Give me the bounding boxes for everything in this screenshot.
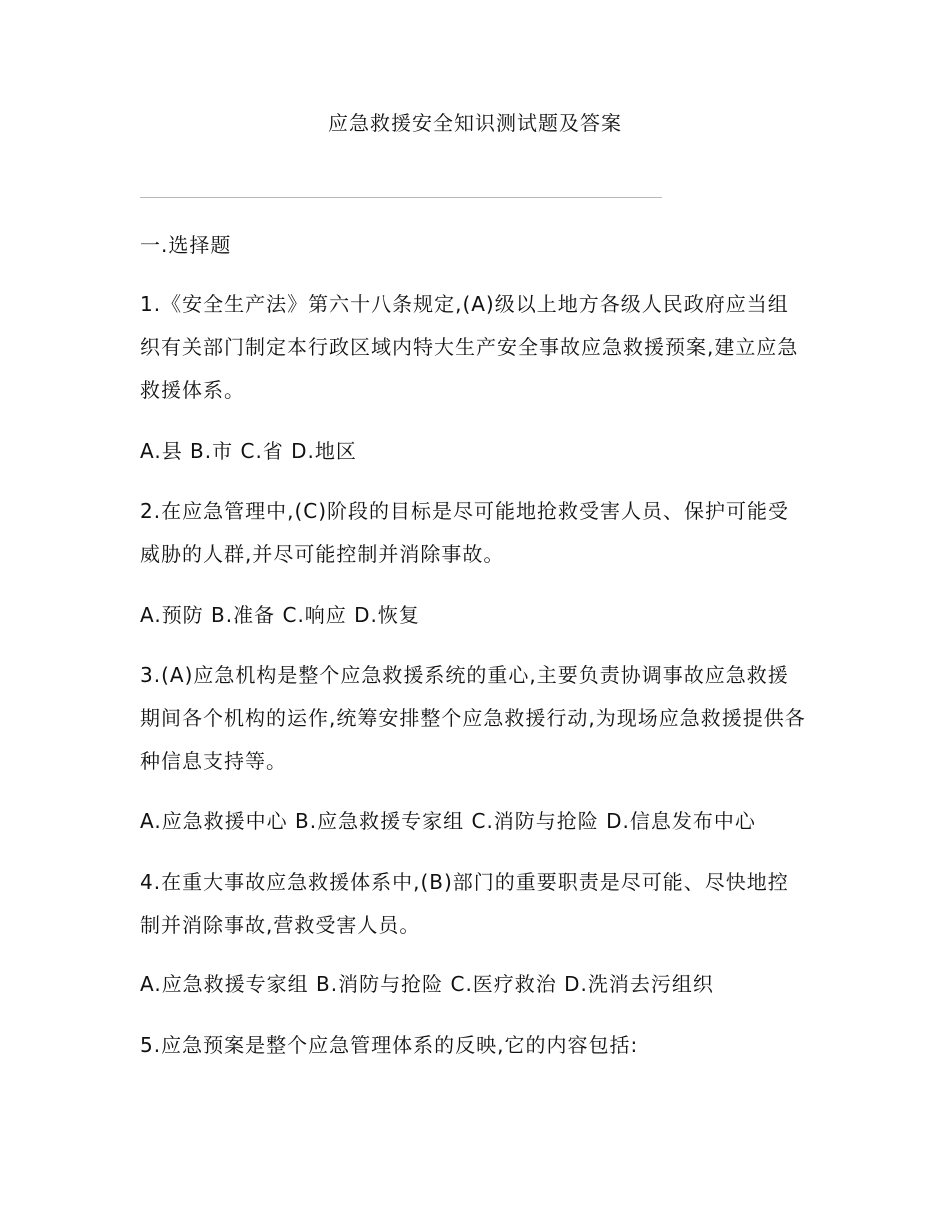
question-1-options: A.县 B.市 C.省 D.地区 xyxy=(140,439,357,463)
question-3: 3.(A)应急机构是整个应急救援系统的重心,主要负责协调事故应急救援期间各个机构的运作,统筹安排整个应急救援行动,为现场应急救援提供各种信息支持等。 xyxy=(140,663,806,773)
question-3-options: A.应急救援中心 B.应急救援专家组 C.消防与抢险 D.信息发布中心 xyxy=(140,809,756,833)
section-heading: 一.选择题 xyxy=(140,233,232,257)
question-2-options: A.预防 B.准备 C.响应 D.恢复 xyxy=(140,603,420,627)
title-divider xyxy=(140,197,662,198)
question-1: 1.《安全生产法》第六十八条规定,(A)级以上地方各级人民政府应当组织有关部门制定本行政区域内特大生产安全事故应急救援预案,建立应急救援体系。 xyxy=(140,292,799,402)
question-5: 5.应急预案是整个应急管理体系的反映,它的内容包括: xyxy=(140,1033,639,1057)
document-title: 应急救援安全知识测试题及答案 xyxy=(328,111,622,135)
question-4: 4.在重大事故应急救援体系中,(B)部门的重要职责是尽可能、尽快地控制并消除事故,营救受害人员。 xyxy=(140,870,789,937)
question-2: 2.在应急管理中,(C)阶段的目标是尽可能地抢救受害人员、保护可能受威胁的人群,并尽可能控制并消除事故。 xyxy=(140,499,790,566)
question-4-options: A.应急救援专家组 B.消防与抢险 C.医疗救治 D.洗消去污组织 xyxy=(140,972,714,996)
